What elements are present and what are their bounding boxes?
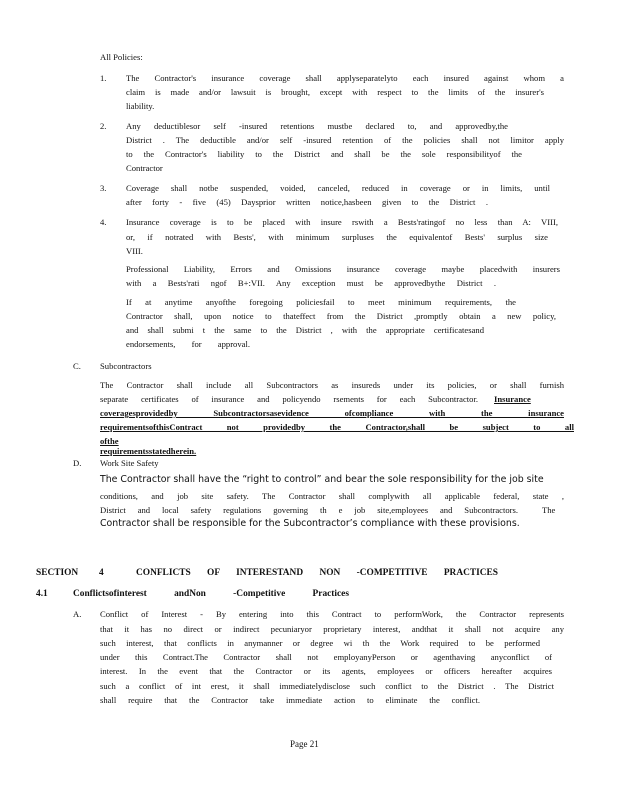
item-4-sub2-line-1: If at anytime anyofthe foregoing policiesfail to meet minimum requirements, the [126, 297, 516, 307]
subcontractors-line-1: The Contractor shall include all Subcontractors as insureds under its policies, or shall furnish [100, 380, 564, 390]
section-number: 4 [99, 568, 104, 578]
item-4-line-2: or, if notrated with Bests', with minimum surpluses the equivalentof Bests' surplus size [126, 232, 548, 242]
subcontractors-heading: Subcontractors [100, 361, 152, 371]
conflict-line-1: Conflict of Interest - By entering into this Contract to performWork, the Contractor represents [100, 609, 564, 619]
subsection-title: Conflictsofinterest andNon -Competitive Practices [73, 589, 349, 599]
item-2-line-1: Any deductiblesor self -insured retentions mustbe declared to, and approvedby,the [126, 121, 508, 131]
item-4-sub1-line-2: with a Bests'rati ngof B+:VII. Any exception must be approvedbythe District . [126, 278, 496, 288]
item-number: 4. [100, 217, 107, 227]
item-1-line-2: claim is made and/or lawsuit is brought, except with respect to the limits of the insurer's [126, 87, 544, 97]
page-number: Page 21 [290, 739, 319, 749]
item-4-sub2-line-2: Contractor shall, upon notice to thateffect from the District ,promptly obtain a new policy, [126, 311, 556, 321]
item-number: 1. [100, 73, 107, 83]
item-2-line-4: Contractor [126, 163, 163, 173]
item-3-line-2: after forty - five (45) Daysprior written notice,hasbeen given to the District . [126, 197, 488, 207]
conflict-line-7: shall require that the Contractor take immediate action to eliminate the conflict. [100, 695, 480, 705]
work-site-safety-line-3b: The [542, 505, 556, 515]
conflict-line-4: under this Contract.The Contractor shall not employanyPerson or agenthaving anyconflict of [100, 652, 552, 662]
item-4-sub2-line-4: endorsements, for approval. [126, 339, 250, 349]
item-number: 3. [100, 183, 107, 193]
item-2-line-2: District . The deductible and/or self -insured retention of the policies shall not limitor apply [126, 135, 564, 145]
section-letter: D. [73, 458, 82, 468]
work-site-safety-line-3a: District and local safety regulations governing th e job site,employees and Subcontractors. [100, 505, 518, 515]
conflict-line-3: such interest, that conflicts in anymanner or degree wi th the Work required to be performed [100, 638, 540, 648]
item-3-line-1: Coverage shall notbe suspended, voided, canceled, reduced in coverage or in limits, until [126, 183, 550, 193]
item-1-line-1: The Contractor's insurance coverage shall applyseparatelyto each insured against whom a [126, 73, 564, 83]
item-4-line-1: Insurance coverage is to be placed with insure rswith a Bests'ratingof no less than A: VIII, [126, 217, 558, 227]
conflict-line-6: such a conflict of int erest, it shall immediatelydisclose such conflict to the District . The District [100, 681, 554, 691]
item-4-sub2-line-3: and shall submi t the same to the District , with the appropriate certificatesand [126, 325, 484, 335]
item-2-line-3: to the Contractor's liability to the District and shall be the sole responsibilityof the [126, 149, 522, 159]
conflict-line-5: interest. In the event that the Contractor or its agents, employees or officers hereafter acquires [100, 666, 552, 676]
item-number: 2. [100, 121, 107, 131]
conflict-line-2: that it has no direct or indirect pecuniaryor proprietary interest, andthat it shall not acquire any [100, 624, 564, 634]
work-site-safety-line-1: The Contractor shall have the “right to control” and bear the sole responsibility for the job site [100, 474, 544, 485]
section-title: CONFLICTS OF INTERESTAND NON -COMPETITIVE PRACTICES [136, 568, 498, 578]
work-site-safety-line-4: Contractor shall be responsible for the Subcontractor’s compliance with these provisions. [100, 518, 520, 529]
item-4-line-3: VIII. [126, 246, 143, 256]
section-letter: C. [73, 361, 81, 371]
subcontractors-line-4: requirementsofthisContract not providedby the Contractor,shall be subject to all [100, 422, 574, 432]
section-letter: A. [73, 609, 82, 619]
item-1-line-3: liability. [126, 101, 155, 111]
work-site-safety-line-2: conditions, and job site safety. The Contractor shall complywith all applicable federal, state , [100, 491, 564, 501]
subcontractors-line-5: ofthe requirementsstatedherein. [100, 436, 197, 456]
all-policies-heading: All Policies: [100, 52, 143, 62]
subcontractors-line-3: coveragesprovidedby Subcontractorsasevidence ofcompliance with the insurance [100, 408, 564, 418]
item-4-sub1-line-1: Professional Liability, Errors and Omissions insurance coverage maybe placedwith insurers [126, 264, 560, 274]
subsection-number: 4.1 [36, 589, 48, 599]
section-label: SECTION [36, 568, 79, 578]
subcontractors-line-2: separate certificates of insurance and policyendo rsements for each Subcontractor. [100, 394, 478, 404]
work-site-safety-heading: Work Site Safety [100, 458, 159, 468]
subcontractors-line-2-bold: Insurance [494, 394, 531, 404]
